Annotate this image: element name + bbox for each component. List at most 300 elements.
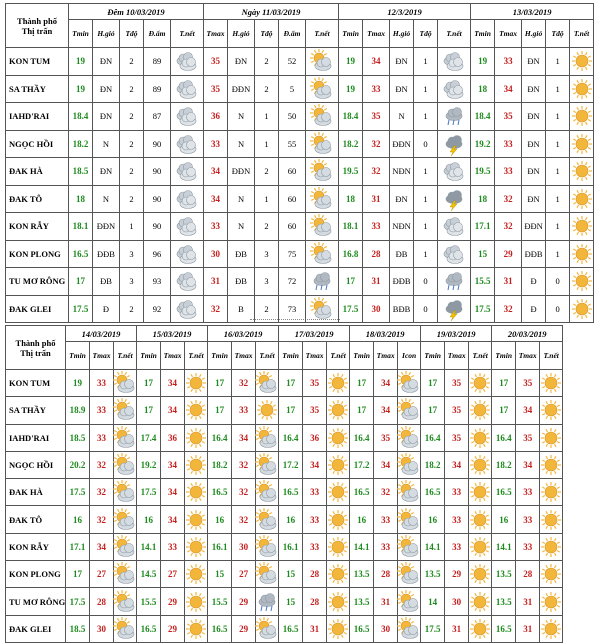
- sun-cloud-icon: [256, 509, 278, 531]
- sun-cloud-icon: [256, 427, 278, 449]
- table-cell: 36: [204, 103, 228, 131]
- sun-weather-icon: [469, 615, 492, 642]
- storm-weather-icon: [438, 185, 471, 213]
- tmin-cell: 17: [279, 370, 303, 397]
- sun-icon: [469, 509, 491, 531]
- sun-icon: [469, 454, 491, 476]
- tmax-cell: 33: [445, 506, 469, 533]
- tmax-cell: 36: [161, 424, 185, 451]
- sun-cloud-weather-icon: [114, 615, 137, 642]
- tmin-cell: 13.5: [350, 588, 374, 615]
- sun-icon: [256, 399, 278, 421]
- tmax-cell: 32: [232, 370, 256, 397]
- station-name: ĐAK HÀ: [6, 158, 69, 186]
- table-cell: 33: [363, 213, 390, 241]
- sun-weather-icon: [327, 615, 350, 642]
- tmin-cell: 17: [350, 370, 374, 397]
- table-cell: 35: [495, 103, 522, 131]
- sun-weather-icon: [469, 479, 492, 506]
- sun-weather-icon: [469, 451, 492, 478]
- table-cell: 17.5: [471, 295, 495, 323]
- table-cell: 90: [144, 213, 171, 241]
- sun-icon: [185, 427, 207, 449]
- station-name: IAHD'RAI: [6, 424, 66, 451]
- table-cell: 34: [204, 158, 228, 186]
- table-cell: 52: [279, 48, 306, 76]
- sun-icon: [469, 399, 491, 421]
- sun-cloud-icon: [398, 481, 420, 503]
- sun-icon: [540, 563, 562, 585]
- table-cell: 18: [69, 185, 93, 213]
- column-header: T.nết: [256, 342, 279, 370]
- table-cell: 17.5: [69, 295, 93, 323]
- station-name: TU MƠ RÔNG: [6, 588, 66, 615]
- table-cell: N: [228, 103, 255, 131]
- table-cell: 1: [414, 48, 438, 76]
- tmax-cell: 27: [90, 561, 114, 588]
- tmin-cell: 16.1: [208, 533, 232, 560]
- tmax-cell: 33: [516, 506, 540, 533]
- sun-weather-icon: [570, 213, 594, 241]
- sun-icon: [469, 563, 491, 585]
- station-name: TU MƠ RÔNG: [6, 268, 69, 296]
- sun-icon: [327, 618, 349, 640]
- sun-cloud-weather-icon: [398, 506, 421, 533]
- table-cell: 96: [144, 240, 171, 268]
- tmax-cell: 33: [232, 397, 256, 424]
- sun-cloud-icon: [398, 563, 420, 585]
- sun-cloud-icon: [114, 536, 136, 558]
- sun-icon: [540, 454, 562, 476]
- cloudy-icon: [176, 105, 198, 127]
- table-cell: 1: [546, 158, 570, 186]
- sun-icon: [327, 372, 349, 394]
- tmin-cell: 20.2: [66, 451, 90, 478]
- date-header: 14/03/2019: [66, 326, 137, 342]
- table-cell: 31: [363, 185, 390, 213]
- sun-cloud-weather-icon: [114, 451, 137, 478]
- date-header: 16/03/2019: [208, 326, 279, 342]
- table-cell: 1: [414, 185, 438, 213]
- sun-weather-icon: [185, 506, 208, 533]
- table-cell: 32: [495, 213, 522, 241]
- table-cell: ĐN: [522, 158, 546, 186]
- sun-icon: [185, 372, 207, 394]
- tmin-cell: 13.5: [350, 561, 374, 588]
- tmin-cell: 16.5: [208, 479, 232, 506]
- sun-weather-icon: [185, 424, 208, 451]
- table-cell: Đ: [93, 295, 120, 323]
- table-cell: 18.4: [69, 103, 93, 131]
- tmin-cell: 16.5: [492, 479, 516, 506]
- table-cell: 19: [69, 75, 93, 103]
- table-cell: 93: [144, 268, 171, 296]
- table-cell: 33: [495, 130, 522, 158]
- tmax-cell: 33: [303, 533, 327, 560]
- sun-weather-icon: [185, 370, 208, 397]
- table-cell: N: [390, 103, 414, 131]
- table-cell: 31: [204, 268, 228, 296]
- tmax-cell: 33: [90, 370, 114, 397]
- sun-cloud-weather-icon: [398, 615, 421, 642]
- tmin-cell: 17: [208, 397, 232, 424]
- tmin-cell: 17: [350, 397, 374, 424]
- tmin-cell: 17.5: [421, 615, 445, 642]
- tmin-cell: 16: [66, 506, 90, 533]
- cloudy-icon: [176, 50, 198, 72]
- sun-weather-icon: [469, 561, 492, 588]
- tmax-cell: 34: [516, 451, 540, 478]
- table-cell: ĐB: [93, 268, 120, 296]
- column-header: Tmax: [303, 342, 327, 370]
- table-cell: 73: [279, 295, 306, 323]
- table-cell: ĐN: [390, 48, 414, 76]
- station-name: SA THẦY: [6, 75, 69, 103]
- cloudy-weather-icon: [171, 295, 204, 323]
- sun-icon: [185, 618, 207, 640]
- table-cell: 5: [279, 75, 306, 103]
- table-cell: 18.2: [69, 130, 93, 158]
- table-cell: 28: [363, 240, 390, 268]
- table-cell: 18: [471, 185, 495, 213]
- table-cell: 19.2: [471, 130, 495, 158]
- sun-icon: [185, 481, 207, 503]
- sun-cloud-icon: [311, 133, 333, 155]
- sun-icon: [469, 427, 491, 449]
- tmin-cell: 16: [350, 506, 374, 533]
- sun-weather-icon: [327, 561, 350, 588]
- sun-weather-icon: [540, 370, 563, 397]
- sun-cloud-icon: [398, 372, 420, 394]
- sun-cloud-icon: [114, 509, 136, 531]
- cloudy-weather-icon: [438, 240, 471, 268]
- tmax-cell: 27: [232, 561, 256, 588]
- sun-weather-icon: [540, 397, 563, 424]
- sun-cloud-weather-icon: [114, 424, 137, 451]
- table-cell: 0: [546, 295, 570, 323]
- table-cell: 2: [255, 48, 279, 76]
- table-cell: N: [228, 130, 255, 158]
- column-header: H.gió: [390, 20, 414, 48]
- cloudy-weather-icon: [438, 75, 471, 103]
- tmax-cell: 34: [374, 370, 398, 397]
- tmax-cell: 32: [90, 479, 114, 506]
- table-cell: 72: [279, 268, 306, 296]
- table-row: [6, 451, 563, 478]
- table-cell: 1: [120, 213, 144, 241]
- table-cell: 1: [414, 75, 438, 103]
- sun-weather-icon: [327, 588, 350, 615]
- sun-weather-icon: [185, 533, 208, 560]
- table-cell: 18.1: [69, 213, 93, 241]
- table-row: [6, 295, 594, 323]
- table-cell: 17.1: [471, 213, 495, 241]
- sun-cloud-icon: [398, 618, 420, 640]
- sun-cloud-weather-icon: [306, 295, 339, 323]
- tmin-cell: 16.4: [492, 424, 516, 451]
- tmin-cell: 16.5: [279, 479, 303, 506]
- cloudy-weather-icon: [438, 213, 471, 241]
- corner-line-2: Thị trấn: [20, 347, 51, 358]
- column-header: T.nết: [185, 342, 208, 370]
- tmin-cell: 14.5: [137, 561, 161, 588]
- station-name: ĐAK TÔ: [6, 506, 66, 533]
- tmin-cell: 16.4: [208, 424, 232, 451]
- station-name: KON RẪY: [6, 213, 69, 241]
- table-row: [6, 158, 594, 186]
- date-header: 20/03/2019: [492, 326, 563, 342]
- column-header: Tmin: [69, 20, 93, 48]
- tmax-cell: 29: [161, 615, 185, 642]
- sun-weather-icon: [469, 397, 492, 424]
- column-header: Đ.ẩm: [144, 20, 171, 48]
- cloudy-icon: [176, 160, 198, 182]
- tmax-cell: 31: [303, 615, 327, 642]
- tmax-cell: 30: [232, 533, 256, 560]
- table-row: [6, 103, 594, 131]
- sun-cloud-icon: [114, 454, 136, 476]
- tmin-cell: 16.4: [421, 424, 445, 451]
- tmin-cell: 18.2: [492, 451, 516, 478]
- column-header: Tmax: [516, 342, 540, 370]
- table-cell: 18.4: [339, 103, 363, 131]
- table-cell: 31: [363, 268, 390, 296]
- tmin-cell: 13.5: [492, 588, 516, 615]
- column-header: T.nết: [540, 342, 563, 370]
- date-header: Đêm 10/03/2019: [69, 4, 204, 20]
- table-cell: Đ: [522, 295, 546, 323]
- tmin-cell: 14.1: [137, 533, 161, 560]
- sun-cloud-weather-icon: [114, 479, 137, 506]
- sun-weather-icon: [327, 451, 350, 478]
- tmax-cell: 32: [90, 451, 114, 478]
- table-cell: 2: [120, 103, 144, 131]
- table-cell: 30: [363, 295, 390, 323]
- table-cell: ĐN: [93, 103, 120, 131]
- date-header: 12/3/2019: [339, 4, 471, 20]
- station-name: KON RẪY: [6, 533, 66, 560]
- cloudy-icon: [176, 215, 198, 237]
- date-header: 15/03/2019: [137, 326, 208, 342]
- tmax-cell: 34: [161, 506, 185, 533]
- cloudy-weather-icon: [171, 48, 204, 76]
- table-cell: ĐĐB: [522, 240, 546, 268]
- forecast-table-1: [5, 3, 594, 323]
- column-header: Tmax: [232, 342, 256, 370]
- station-name: ĐAK GLEI: [6, 615, 66, 642]
- tmax-cell: 30: [374, 615, 398, 642]
- sun-icon: [327, 481, 349, 503]
- tmax-cell: 34: [303, 451, 327, 478]
- column-header: Tmax: [374, 342, 398, 370]
- tmin-cell: 19.2: [137, 451, 161, 478]
- table-cell: N: [228, 185, 255, 213]
- sun-cloud-icon: [311, 78, 333, 100]
- column-header: Tđộ: [255, 20, 279, 48]
- sun-cloud-icon: [256, 563, 278, 585]
- tmax-cell: 30: [90, 615, 114, 642]
- column-header: Đ.ẩm: [279, 20, 306, 48]
- sun-weather-icon: [185, 479, 208, 506]
- sun-weather-icon: [540, 506, 563, 533]
- sun-cloud-weather-icon: [114, 370, 137, 397]
- table-cell: 3: [120, 240, 144, 268]
- tmin-cell: 16: [279, 506, 303, 533]
- column-header: T.nết: [438, 20, 471, 48]
- tmin-cell: 13.5: [421, 561, 445, 588]
- table-cell: 17.5: [339, 295, 363, 323]
- tmin-cell: 17: [137, 370, 161, 397]
- sun-icon: [185, 563, 207, 585]
- station-name: ĐAK GLEI: [6, 295, 69, 323]
- sun-icon: [185, 509, 207, 531]
- table-cell: 1: [255, 130, 279, 158]
- sun-cloud-icon: [311, 243, 333, 265]
- corner-header: [6, 4, 69, 48]
- table-cell: ĐN: [522, 48, 546, 76]
- column-header: Tmin: [137, 342, 161, 370]
- date-header: 19/03/2019: [421, 326, 492, 342]
- table-cell: 2: [120, 158, 144, 186]
- tmax-cell: 36: [303, 424, 327, 451]
- sun-icon: [571, 215, 593, 237]
- rain-icon: [256, 591, 278, 613]
- table-cell: 18: [339, 185, 363, 213]
- table-cell: 1: [546, 185, 570, 213]
- table-cell: 18.1: [339, 213, 363, 241]
- table-cell: 89: [144, 75, 171, 103]
- tmin-cell: 17: [421, 370, 445, 397]
- sun-weather-icon: [570, 295, 594, 323]
- sun-weather-icon: [540, 533, 563, 560]
- column-header: Tmax: [445, 342, 469, 370]
- sun-icon: [571, 298, 593, 320]
- table-row: [6, 588, 563, 615]
- table-cell: ĐN: [522, 103, 546, 131]
- tmax-cell: 29: [232, 588, 256, 615]
- table-cell: 35: [204, 48, 228, 76]
- station-name: KON PLONG: [6, 240, 69, 268]
- sun-cloud-icon: [114, 427, 136, 449]
- table-cell: 75: [279, 240, 306, 268]
- tmin-cell: 14.1: [350, 533, 374, 560]
- table-cell: 60: [279, 213, 306, 241]
- table-cell: 18.2: [339, 130, 363, 158]
- tmax-cell: 33: [445, 479, 469, 506]
- table-row: [6, 533, 563, 560]
- tmin-cell: 15.5: [208, 588, 232, 615]
- column-header: T.nết: [114, 342, 137, 370]
- sun-icon: [469, 536, 491, 558]
- sun-icon: [540, 427, 562, 449]
- sun-icon: [327, 536, 349, 558]
- table-row: [6, 561, 563, 588]
- sun-cloud-weather-icon: [256, 533, 279, 560]
- tmin-cell: 17: [66, 561, 90, 588]
- table-cell: 33: [363, 75, 390, 103]
- table-cell: 17: [69, 268, 93, 296]
- tmin-cell: 13.5: [492, 561, 516, 588]
- tmax-cell: 32: [374, 479, 398, 506]
- table-cell: 1: [546, 75, 570, 103]
- column-header: Tmin: [471, 20, 495, 48]
- table-cell: 60: [279, 158, 306, 186]
- table-row: [6, 615, 563, 642]
- sun-cloud-weather-icon: [114, 561, 137, 588]
- tmin-cell: 18.2: [208, 451, 232, 478]
- tmax-cell: 32: [232, 451, 256, 478]
- tmax-cell: 35: [445, 370, 469, 397]
- table-cell: 32: [363, 158, 390, 186]
- table-cell: 33: [495, 158, 522, 186]
- tmin-cell: 18.2: [421, 451, 445, 478]
- sun-weather-icon: [469, 424, 492, 451]
- date-header: 18/03/2019: [350, 326, 421, 342]
- tmax-cell: 28: [303, 561, 327, 588]
- column-header: T.nết: [306, 20, 339, 48]
- sun-icon: [327, 591, 349, 613]
- sun-icon: [540, 509, 562, 531]
- sun-weather-icon: [570, 48, 594, 76]
- sun-cloud-icon: [114, 372, 136, 394]
- table-cell: ĐN: [390, 75, 414, 103]
- tmin-cell: 16: [492, 506, 516, 533]
- table-cell: 2: [120, 295, 144, 323]
- sun-icon: [469, 591, 491, 613]
- tmin-cell: 16.5: [492, 615, 516, 642]
- corner-header: [6, 326, 66, 370]
- table-cell: ĐĐN: [522, 213, 546, 241]
- table-cell: ĐĐB: [390, 268, 414, 296]
- tmax-cell: 35: [303, 397, 327, 424]
- sun-weather-icon: [185, 561, 208, 588]
- table-cell: 1: [414, 240, 438, 268]
- tmax-cell: 35: [516, 370, 540, 397]
- station-name: ĐAK TÔ: [6, 185, 69, 213]
- cloudy-weather-icon: [171, 185, 204, 213]
- table-cell: N: [93, 185, 120, 213]
- table-cell: 29: [495, 240, 522, 268]
- table-row: [6, 185, 594, 213]
- table-cell: 35: [204, 75, 228, 103]
- table-cell: 19: [339, 75, 363, 103]
- tmin-cell: 17: [492, 397, 516, 424]
- tmax-cell: 33: [161, 533, 185, 560]
- tmax-cell: 30: [445, 588, 469, 615]
- tmin-cell: 16.5: [350, 615, 374, 642]
- sun-cloud-weather-icon: [256, 506, 279, 533]
- table-cell: 55: [279, 130, 306, 158]
- table-cell: BĐB: [390, 295, 414, 323]
- storm-icon: [443, 133, 465, 155]
- sun-cloud-icon: [256, 536, 278, 558]
- table-row: [6, 130, 594, 158]
- tmin-cell: 14: [421, 588, 445, 615]
- table-cell: 2: [255, 75, 279, 103]
- sun-icon: [327, 427, 349, 449]
- table-cell: 0: [414, 295, 438, 323]
- sun-weather-icon: [469, 370, 492, 397]
- sun-weather-icon: [469, 506, 492, 533]
- sun-weather-icon: [540, 424, 563, 451]
- sun-cloud-weather-icon: [398, 588, 421, 615]
- sun-icon: [540, 399, 562, 421]
- sun-weather-icon: [327, 533, 350, 560]
- date-header: 17/03/2019: [279, 326, 350, 342]
- table-cell: 18: [471, 75, 495, 103]
- sun-cloud-icon: [398, 454, 420, 476]
- table-cell: 0: [414, 268, 438, 296]
